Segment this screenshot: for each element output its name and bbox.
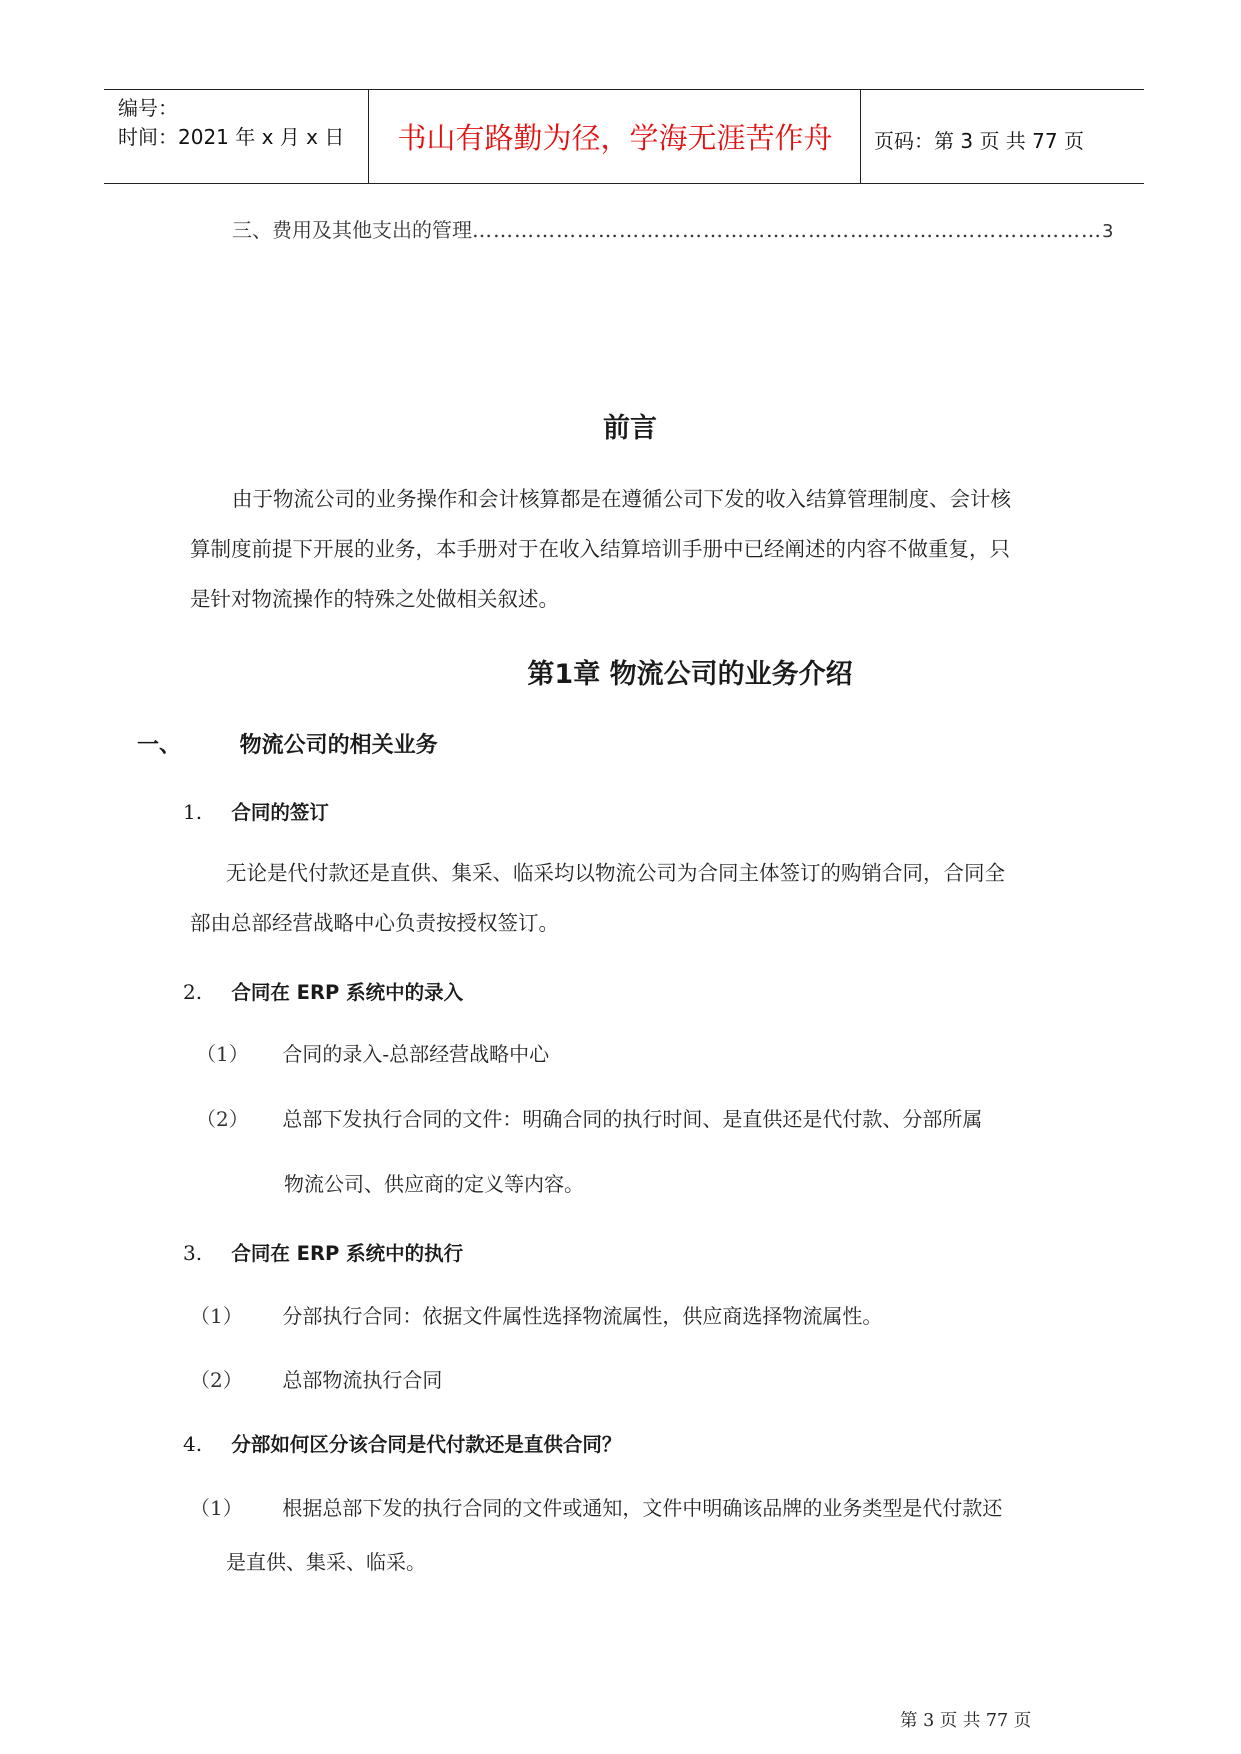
item-text: 分部执行合同：依据文件属性选择物流属性，供应商选择物流属性。 (282, 1304, 883, 1328)
item-number: （1） (190, 1304, 243, 1328)
header-divider-left (368, 89, 369, 184)
section-number: 一、 (137, 733, 182, 758)
preface-line-2: 算制度前提下开展的业务，本手册对于在收入结算培训手册中已经阐述的内容不做重复，只 (190, 537, 1010, 561)
item-number: （2） (196, 1107, 249, 1131)
toc-entry-leader: ……………………………………………………………………………… (472, 218, 1102, 242)
item-number: （1） (196, 1042, 249, 1066)
subsection-2-item-2 (196, 1103, 982, 1132)
subsection-4-item-1 (190, 1492, 1002, 1521)
toc-entry-page: 3 (1102, 221, 1114, 242)
item-text: 总部下发执行合同的文件：明确合同的执行时间、是直供还是代付款、分部所属 (282, 1107, 983, 1131)
subsection-2-item-2-continued: 物流公司、供应商的定义等内容。 (284, 1172, 584, 1196)
subsection-4-item-1-continued: 是直供、集采、临采。 (226, 1550, 426, 1574)
item-text: 根据总部下发的执行合同的文件或通知，文件中明确该品牌的业务类型是代付款还 (282, 1496, 1003, 1520)
item-number: （1） (190, 1496, 243, 1520)
toc-entry[interactable] (232, 214, 1114, 244)
section-heading (137, 728, 438, 759)
subsection-1-line-1: 无论是代付款还是直供、集采、临采均以物流公司为合同主体签订的购销合同，合同全 (226, 861, 1005, 885)
subsection-2-number: 2. (183, 980, 203, 1004)
header-divider-right (860, 89, 861, 184)
header-date-label: 时间：2021 年 x 月 x 日 (118, 125, 345, 149)
preface-line-3: 是针对物流操作的特殊之处做相关叙述。 (190, 587, 559, 611)
header-page-label: 页码：第 3 页 共 77 页 (874, 129, 1084, 153)
subsection-4-heading (183, 1429, 621, 1457)
subsection-3-heading (183, 1238, 463, 1266)
item-text: 总部物流执行合同 (282, 1368, 443, 1392)
subsection-3-number: 3. (183, 1241, 203, 1265)
subsection-1-title: 合同的签订 (231, 801, 329, 824)
subsection-3-title: 合同在 ERP 系统中的执行 (231, 1242, 464, 1265)
subsection-3-item-2 (190, 1364, 442, 1393)
preface-line-1: 由于物流公司的业务操作和会计核算都是在遵循公司下发的收入结算管理制度、会计核 (232, 487, 1011, 511)
item-number: （2） (190, 1368, 243, 1392)
header-serial-label: 编号： (118, 96, 178, 120)
subsection-1-line-2: 部由总部经营战略中心负责按授权签订。 (190, 911, 559, 935)
preface-paragraph (190, 474, 1011, 624)
subsection-4-title: 分部如何区分该合同是代付款还是直供合同？ (231, 1433, 622, 1456)
subsection-4-number: 4. (183, 1432, 203, 1456)
toc-entry-number: 三、 (232, 218, 272, 242)
item-text: 合同的录入-总部经营战略中心 (282, 1042, 550, 1066)
header-bottom-border (104, 183, 1144, 184)
subsection-2-heading (183, 977, 463, 1005)
page-footer: 第 3 页 共 77 页 (900, 1711, 1032, 1731)
chapter-title: 第1章 物流公司的业务介绍 (527, 659, 853, 690)
toc-entry-title: 费用及其他支出的管理 (272, 218, 472, 242)
subsection-2-item-1 (196, 1038, 549, 1067)
header-top-border (104, 89, 1144, 90)
preface-title: 前言 (603, 413, 657, 444)
subsection-1-number: 1. (183, 800, 203, 824)
subsection-2-title: 合同在 ERP 系统中的录入 (231, 981, 464, 1004)
subsection-3-item-1 (190, 1300, 882, 1329)
header-motto: 书山有路勤为径，学海无涯苦作舟 (397, 121, 833, 155)
section-title: 物流公司的相关业务 (239, 733, 438, 758)
subsection-1-heading (183, 797, 329, 825)
subsection-1-paragraph (190, 848, 1005, 948)
